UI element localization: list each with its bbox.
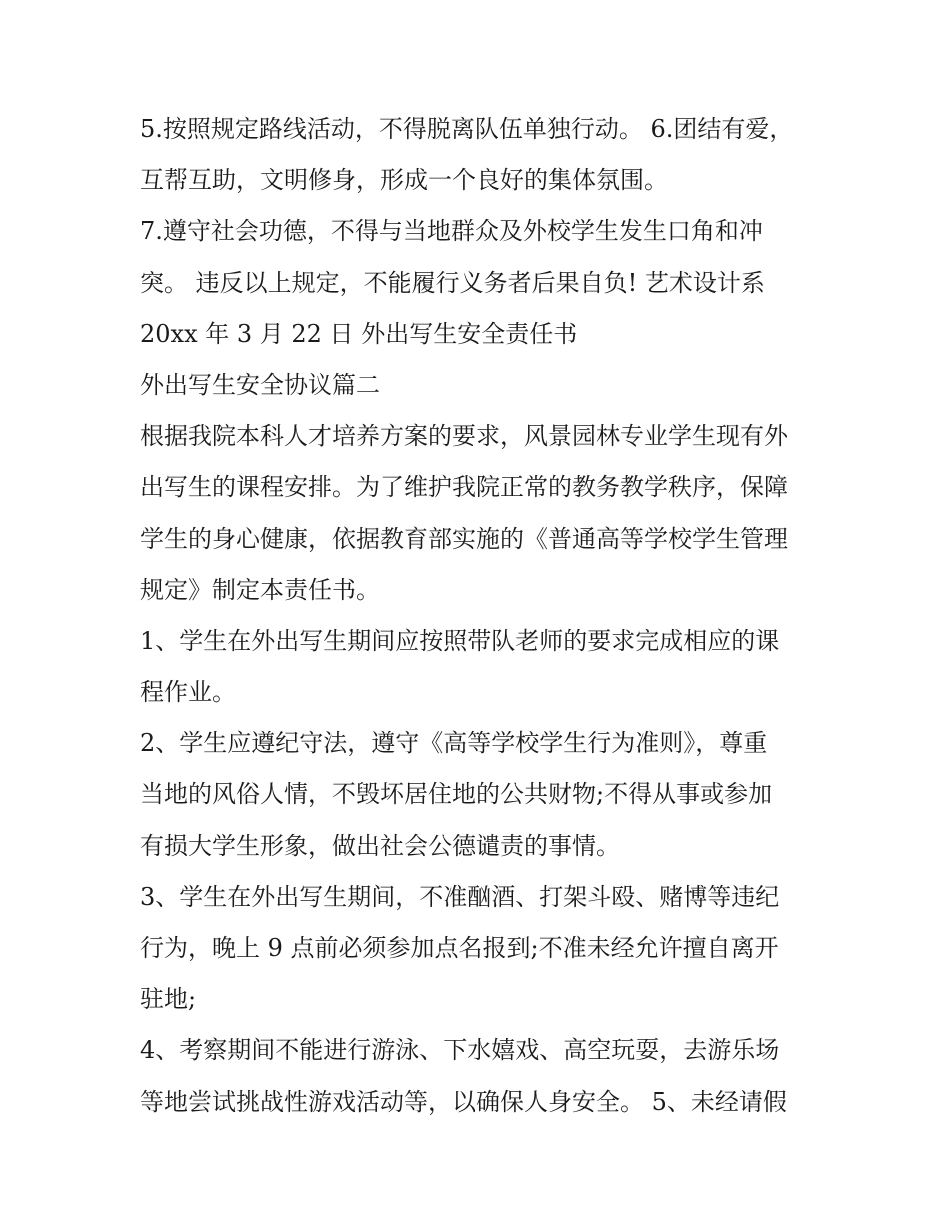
- section-heading: 外出写生安全协议篇二: [140, 370, 380, 399]
- text-line: 3、学生在外出写生期间，不准酗酒、打架斗殴、赌博等违纪: [140, 882, 780, 911]
- text-line: 有损大学生形象，做出社会公德谴责的事情。: [140, 831, 620, 860]
- text-line: 2、学生应遵纪守法，遵守《高等学校学生行为准则》，尊重: [140, 729, 768, 758]
- text-line: 行为，晚上 9 点前必须参加点名报到;不准未经允许擅自离开: [140, 934, 779, 962]
- text-line: 7.遵守社会功德，不得与当地群众及外校学生发生口角和冲: [140, 217, 763, 246]
- text-line: 当地的风俗人情，不毁坏居住地的公共财物;不得从事或参加: [140, 780, 773, 809]
- text-line: 驻地;: [140, 985, 197, 1014]
- text-line: 程作业。: [140, 678, 236, 707]
- text-line: 根据我院本科人才培养方案的要求，风景园林专业学生现有外: [140, 422, 788, 451]
- text-line: 等地尝试挑战性游戏活动等，以确保人身安全。 5、未经请假: [140, 1087, 787, 1116]
- text-line: 突。 违反以上规定，不能履行义务者后果自负! 艺术设计系: [140, 268, 765, 297]
- text-line: 20xx 年 3 月 22 日 外出写生安全责任书: [140, 319, 578, 348]
- text-line: 规定》制定本责任书。: [140, 575, 380, 604]
- text-line: 学生的身心健康，依据教育部实施的《普通高等学校学生管理: [140, 524, 788, 553]
- document-body: [140, 104, 820, 1128]
- text-line: 4、考察期间不能进行游泳、下水嬉戏、高空玩耍，去游乐场: [140, 1036, 780, 1065]
- text-line: 5.按照规定路线活动，不得脱离队伍单独行动。 6.团结有爱，: [140, 115, 794, 143]
- text-line: 互帮互助，文明修身，形成一个良好的集体氛围。: [140, 166, 668, 195]
- text-line: 1、学生在外出写生期间应按照带队老师的要求完成相应的课: [140, 626, 780, 655]
- text-line: 出写生的课程安排。为了维护我院正常的教务教学秩序，保障: [140, 473, 788, 502]
